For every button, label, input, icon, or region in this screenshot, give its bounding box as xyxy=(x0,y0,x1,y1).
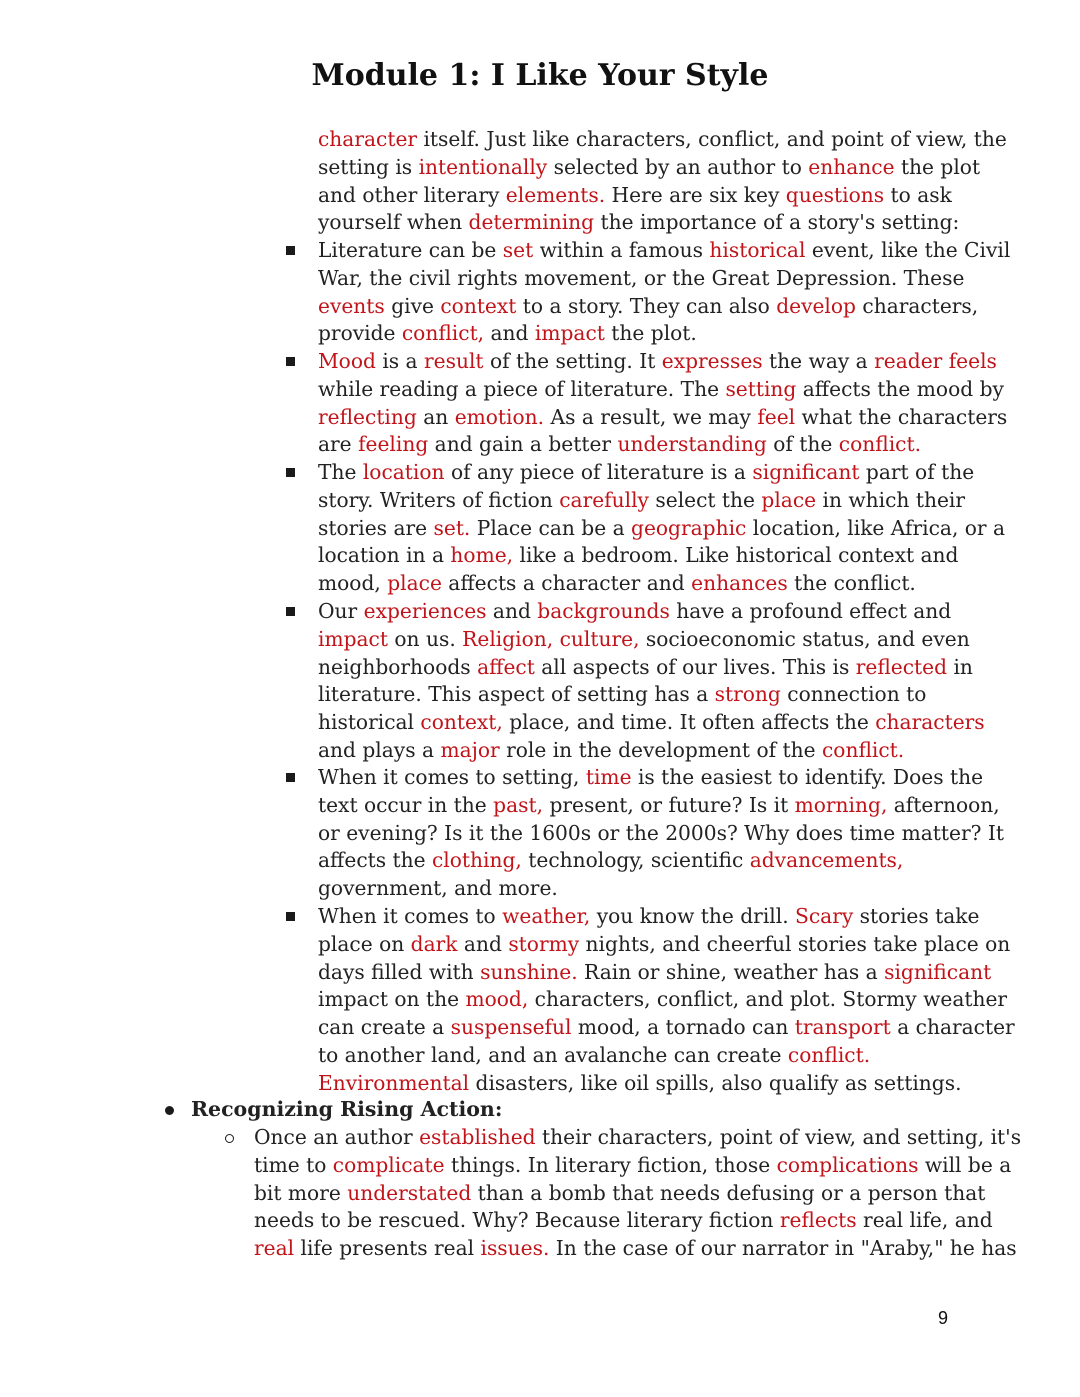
highlighted-word: morning, xyxy=(794,792,888,817)
text-run: disasters, like oil spills, also qualify as settings. xyxy=(469,1070,962,1095)
text-line xyxy=(318,737,985,765)
text-run: story. Writers of fiction xyxy=(318,487,560,512)
square-bullet-icon xyxy=(286,246,295,255)
text-run: When it comes to xyxy=(318,904,503,928)
highlighted-word: feel xyxy=(757,404,796,429)
text-line xyxy=(318,293,1010,321)
text-run: of any piece of literature is a xyxy=(444,460,753,484)
highlighted-word: Environmental xyxy=(318,1070,470,1095)
text-run: In the case of our narrator in "Araby," he has xyxy=(549,1236,1017,1261)
page-title: Module 1: I Like Your Style xyxy=(311,58,769,93)
intro-paragraph xyxy=(318,126,1007,237)
text-line xyxy=(318,237,1010,265)
highlighted-word: sunshine. xyxy=(480,959,578,984)
highlighted-word: questions xyxy=(785,182,885,207)
text-run: time to xyxy=(254,1152,333,1177)
text-run: and other literary xyxy=(318,182,506,207)
highlighted-word: time xyxy=(585,765,632,789)
highlighted-word: conflict. xyxy=(787,1042,871,1067)
highlighted-word: advancements, xyxy=(749,848,904,873)
text-run: characters, conflict, and plot. Stormy weather xyxy=(528,987,1008,1012)
section-heading: Recognizing Rising Action: xyxy=(191,1097,503,1121)
text-run: and xyxy=(457,931,509,956)
text-run: When it comes to setting, xyxy=(318,765,586,789)
text-line xyxy=(318,931,1015,959)
highlighted-word: complicate xyxy=(332,1152,445,1177)
text-line xyxy=(318,875,1004,903)
text-line xyxy=(318,459,1005,487)
text-run: an xyxy=(416,404,455,429)
highlighted-word: determining xyxy=(468,210,595,235)
text-line xyxy=(318,431,1007,459)
text-run: is a xyxy=(375,349,425,373)
highlighted-word: context xyxy=(440,293,517,318)
text-run: As a result, we may xyxy=(544,404,758,429)
text-run: the conflict. xyxy=(787,571,916,596)
text-line xyxy=(318,959,1015,987)
text-run: needs to be rescued. Why? Because literary fiction xyxy=(254,1208,780,1233)
highlighted-word: character xyxy=(318,127,418,151)
text-run: and xyxy=(484,321,535,346)
text-run: their characters, point of view, and setting, it's xyxy=(535,1125,1022,1149)
highlighted-word: emotion. xyxy=(454,404,545,429)
square-bullet-icon xyxy=(286,468,295,477)
text-run: and plays a xyxy=(318,737,441,762)
highlighted-word: set xyxy=(502,238,534,262)
highlighted-word: context, xyxy=(420,710,503,735)
text-line xyxy=(318,1070,1015,1098)
highlighted-word: understanding xyxy=(617,432,767,457)
bullet-time xyxy=(318,764,1004,903)
text-run: you know the drill. xyxy=(590,904,796,928)
highlighted-word: reflected xyxy=(855,654,948,679)
highlighted-word: impact xyxy=(534,321,605,346)
text-line xyxy=(254,1152,1021,1180)
square-bullet-icon xyxy=(286,357,295,366)
text-run: characters, xyxy=(855,293,979,318)
text-run: Place can be a xyxy=(470,515,632,540)
text-run: the plot xyxy=(894,154,981,179)
text-run: to another land, and an avalanche can create xyxy=(318,1042,788,1067)
text-run: will be a xyxy=(918,1152,1012,1177)
highlighted-word: expresses xyxy=(661,349,763,373)
highlighted-word: events xyxy=(318,293,385,318)
text-line xyxy=(318,348,1007,376)
text-run: stories take xyxy=(853,904,980,928)
text-run: and gain a better xyxy=(428,432,618,457)
text-line xyxy=(318,209,1007,237)
highlighted-word: dark xyxy=(410,931,458,956)
text-run: in xyxy=(947,654,973,679)
text-run: setting is xyxy=(318,154,419,179)
text-run: nights, and cheerful stories take place on xyxy=(579,931,1011,956)
text-line xyxy=(318,681,985,709)
highlighted-word: conflict, xyxy=(401,321,485,346)
text-run: technology, scientific xyxy=(521,848,750,873)
text-run: Once an author xyxy=(254,1125,420,1149)
text-line xyxy=(318,320,1010,348)
text-line xyxy=(318,542,1005,570)
highlighted-word: clothing, xyxy=(432,848,522,873)
highlighted-word: place xyxy=(387,571,442,596)
highlighted-word: stormy xyxy=(508,931,580,956)
text-line xyxy=(318,654,985,682)
text-run: in which their xyxy=(816,487,966,512)
highlighted-word: weather, xyxy=(502,904,591,928)
text-run: real life, and xyxy=(856,1208,993,1233)
text-line xyxy=(318,847,1004,875)
text-line xyxy=(318,598,985,626)
text-run: location, like Africa, or a xyxy=(746,515,1006,540)
text-run: Literature can be xyxy=(318,238,503,262)
highlighted-word: past, xyxy=(493,792,544,817)
highlighted-word: backgrounds xyxy=(537,599,670,623)
text-run: to ask xyxy=(884,182,952,207)
text-run: affects the xyxy=(318,848,432,873)
text-run: the plot. xyxy=(604,321,697,346)
highlighted-word: affect xyxy=(477,654,535,679)
highlighted-word: complications xyxy=(776,1152,919,1177)
text-run: selected by an author to xyxy=(547,154,809,179)
text-line xyxy=(318,820,1004,848)
text-line xyxy=(318,903,1015,931)
text-run: can create a xyxy=(318,1015,451,1040)
text-run: the importance of a story's setting: xyxy=(594,210,960,235)
text-run: afternoon, xyxy=(887,792,1000,817)
highlighted-word: impact xyxy=(318,626,388,651)
text-run: text occur in the xyxy=(318,792,494,817)
text-run: stories are xyxy=(318,515,434,540)
text-line xyxy=(318,1014,1015,1042)
text-run: is the easiest to identify. Does the xyxy=(631,765,984,789)
square-bullet-icon xyxy=(286,912,295,921)
highlighted-word: home, xyxy=(450,543,514,568)
text-line xyxy=(254,1124,1021,1152)
square-bullet-icon xyxy=(286,607,295,616)
text-run: like a bedroom. Like historical context and xyxy=(513,543,959,568)
text-run: to a story. They can also xyxy=(516,293,777,318)
text-run: mood, a tornado can xyxy=(571,1015,795,1040)
bullet-location xyxy=(318,459,1005,598)
text-run: Our xyxy=(318,599,364,623)
highlighted-word: result xyxy=(424,349,484,373)
text-run: days filled with xyxy=(318,959,481,984)
highlighted-word: conflict. xyxy=(838,432,921,457)
text-line xyxy=(318,376,1007,404)
text-line xyxy=(254,1235,1021,1263)
highlighted-word: reader feels xyxy=(874,349,997,373)
highlighted-word: suspenseful xyxy=(450,1015,572,1040)
text-run: affects a character and xyxy=(441,571,692,596)
text-run: event, like the Civil xyxy=(805,238,1011,262)
highlighted-word: Religion, culture, xyxy=(462,626,640,651)
text-run: Here are six key xyxy=(605,182,786,207)
bullet-mood xyxy=(318,348,1007,459)
text-run: War, the civil rights movement, or the Great Depression. These xyxy=(318,265,965,290)
text-run: government, and more. xyxy=(318,876,558,901)
text-run: on us. xyxy=(387,626,463,651)
text-run: give xyxy=(384,293,441,318)
text-line xyxy=(318,570,1005,598)
text-run: while reading a piece of literature. The xyxy=(318,376,726,401)
text-run: life presents real xyxy=(294,1236,481,1261)
highlighted-word: significant xyxy=(884,959,992,984)
text-run: bit more xyxy=(254,1180,348,1205)
text-run: impact on the xyxy=(318,987,466,1012)
text-run: neighborhoods xyxy=(318,654,478,679)
text-run: a character xyxy=(890,1015,1015,1040)
text-run: literature. This aspect of setting has a xyxy=(318,682,715,707)
highlighted-word: location xyxy=(362,460,445,484)
text-run: the way a xyxy=(762,349,875,373)
text-run: affects the mood by xyxy=(796,376,1004,401)
highlighted-word: geographic xyxy=(631,515,747,540)
text-line xyxy=(318,154,1007,182)
text-run: than a bomb that needs defusing or a person that xyxy=(471,1180,986,1205)
highlighted-word: experiences xyxy=(363,599,487,623)
text-run: part of the xyxy=(859,460,975,484)
highlighted-word: enhances xyxy=(691,571,788,596)
highlighted-word: reflects xyxy=(779,1208,857,1233)
text-run: what the characters xyxy=(795,404,1008,429)
text-line xyxy=(318,265,1010,293)
text-run: Rain or shine, weather has a xyxy=(577,959,885,984)
text-run: location in a xyxy=(318,543,451,568)
highlighted-word: transport xyxy=(794,1015,891,1040)
text-run: of the setting. It xyxy=(483,349,662,373)
text-run: itself. Just like characters, conflict, and point of view, the xyxy=(417,127,1007,151)
text-run: historical xyxy=(318,710,421,735)
text-run: all aspects of our lives. This is xyxy=(534,654,856,679)
text-run: socioeconomic status, and even xyxy=(639,626,970,651)
square-bullet-icon xyxy=(286,773,295,782)
text-run: select the xyxy=(648,487,762,512)
text-run: within a famous xyxy=(533,238,710,262)
highlighted-word: characters xyxy=(875,710,985,735)
text-run: present, or future? Is it xyxy=(543,792,795,817)
text-run: role in the development of the xyxy=(499,737,822,762)
text-run: yourself when xyxy=(318,210,469,235)
highlighted-word: reflecting xyxy=(318,404,417,429)
highlighted-word: issues. xyxy=(480,1236,550,1261)
text-line xyxy=(318,126,1007,154)
bullet-historical-event xyxy=(318,237,1010,348)
text-run: The xyxy=(318,460,363,484)
hollow-bullet-icon xyxy=(225,1134,234,1143)
text-line xyxy=(318,515,1005,543)
highlighted-word: carefully xyxy=(559,487,649,512)
highlighted-word: understated xyxy=(347,1180,472,1205)
highlighted-word: significant xyxy=(752,460,860,484)
text-run: of the xyxy=(766,432,839,457)
highlighted-word: develop xyxy=(776,293,856,318)
text-run: are xyxy=(318,432,359,457)
text-run: and xyxy=(486,599,538,623)
highlighted-word: major xyxy=(440,737,500,762)
text-line xyxy=(318,404,1007,432)
highlighted-word: intentionally xyxy=(418,154,548,179)
highlighted-word: conflict. xyxy=(821,737,905,762)
highlighted-word: historical xyxy=(709,238,806,262)
text-run: place, and time. It often affects the xyxy=(502,710,876,735)
text-line xyxy=(254,1207,1021,1235)
highlighted-word: setting xyxy=(725,376,797,401)
highlighted-word: established xyxy=(419,1125,536,1149)
text-run: things. In literary fiction, those xyxy=(444,1152,777,1177)
text-run: have a profound effect and xyxy=(669,599,952,623)
text-run: or evening? Is it the 1600s or the 2000s? Why does time matter? It xyxy=(318,820,1004,845)
highlighted-word: feeling xyxy=(358,432,429,457)
highlighted-word: place xyxy=(761,487,817,512)
highlighted-word: set. xyxy=(433,515,471,540)
text-run: mood, xyxy=(318,571,388,596)
text-line xyxy=(318,792,1004,820)
highlighted-word: real xyxy=(254,1236,295,1261)
text-run: connection to xyxy=(780,682,927,707)
round-bullet-icon xyxy=(165,1106,174,1115)
highlighted-word: mood, xyxy=(465,987,529,1012)
highlighted-word: Mood xyxy=(318,349,376,373)
text-line xyxy=(318,764,1004,792)
text-run: provide xyxy=(318,321,402,346)
text-line xyxy=(318,487,1005,515)
page-number: 9 xyxy=(938,1308,949,1328)
rising-action-paragraph xyxy=(254,1124,1021,1263)
bullet-experiences xyxy=(318,598,985,765)
highlighted-word: enhance xyxy=(808,154,895,179)
highlighted-word: elements. xyxy=(505,182,606,207)
text-line xyxy=(318,986,1015,1014)
text-line xyxy=(318,626,985,654)
text-line xyxy=(254,1180,1021,1208)
highlighted-word: strong xyxy=(714,682,781,707)
highlighted-word: Scary xyxy=(795,904,854,928)
bullet-weather xyxy=(318,903,1015,1098)
text-run: place on xyxy=(318,931,411,956)
text-line xyxy=(318,709,985,737)
text-line xyxy=(318,1042,1015,1070)
text-line xyxy=(318,182,1007,210)
